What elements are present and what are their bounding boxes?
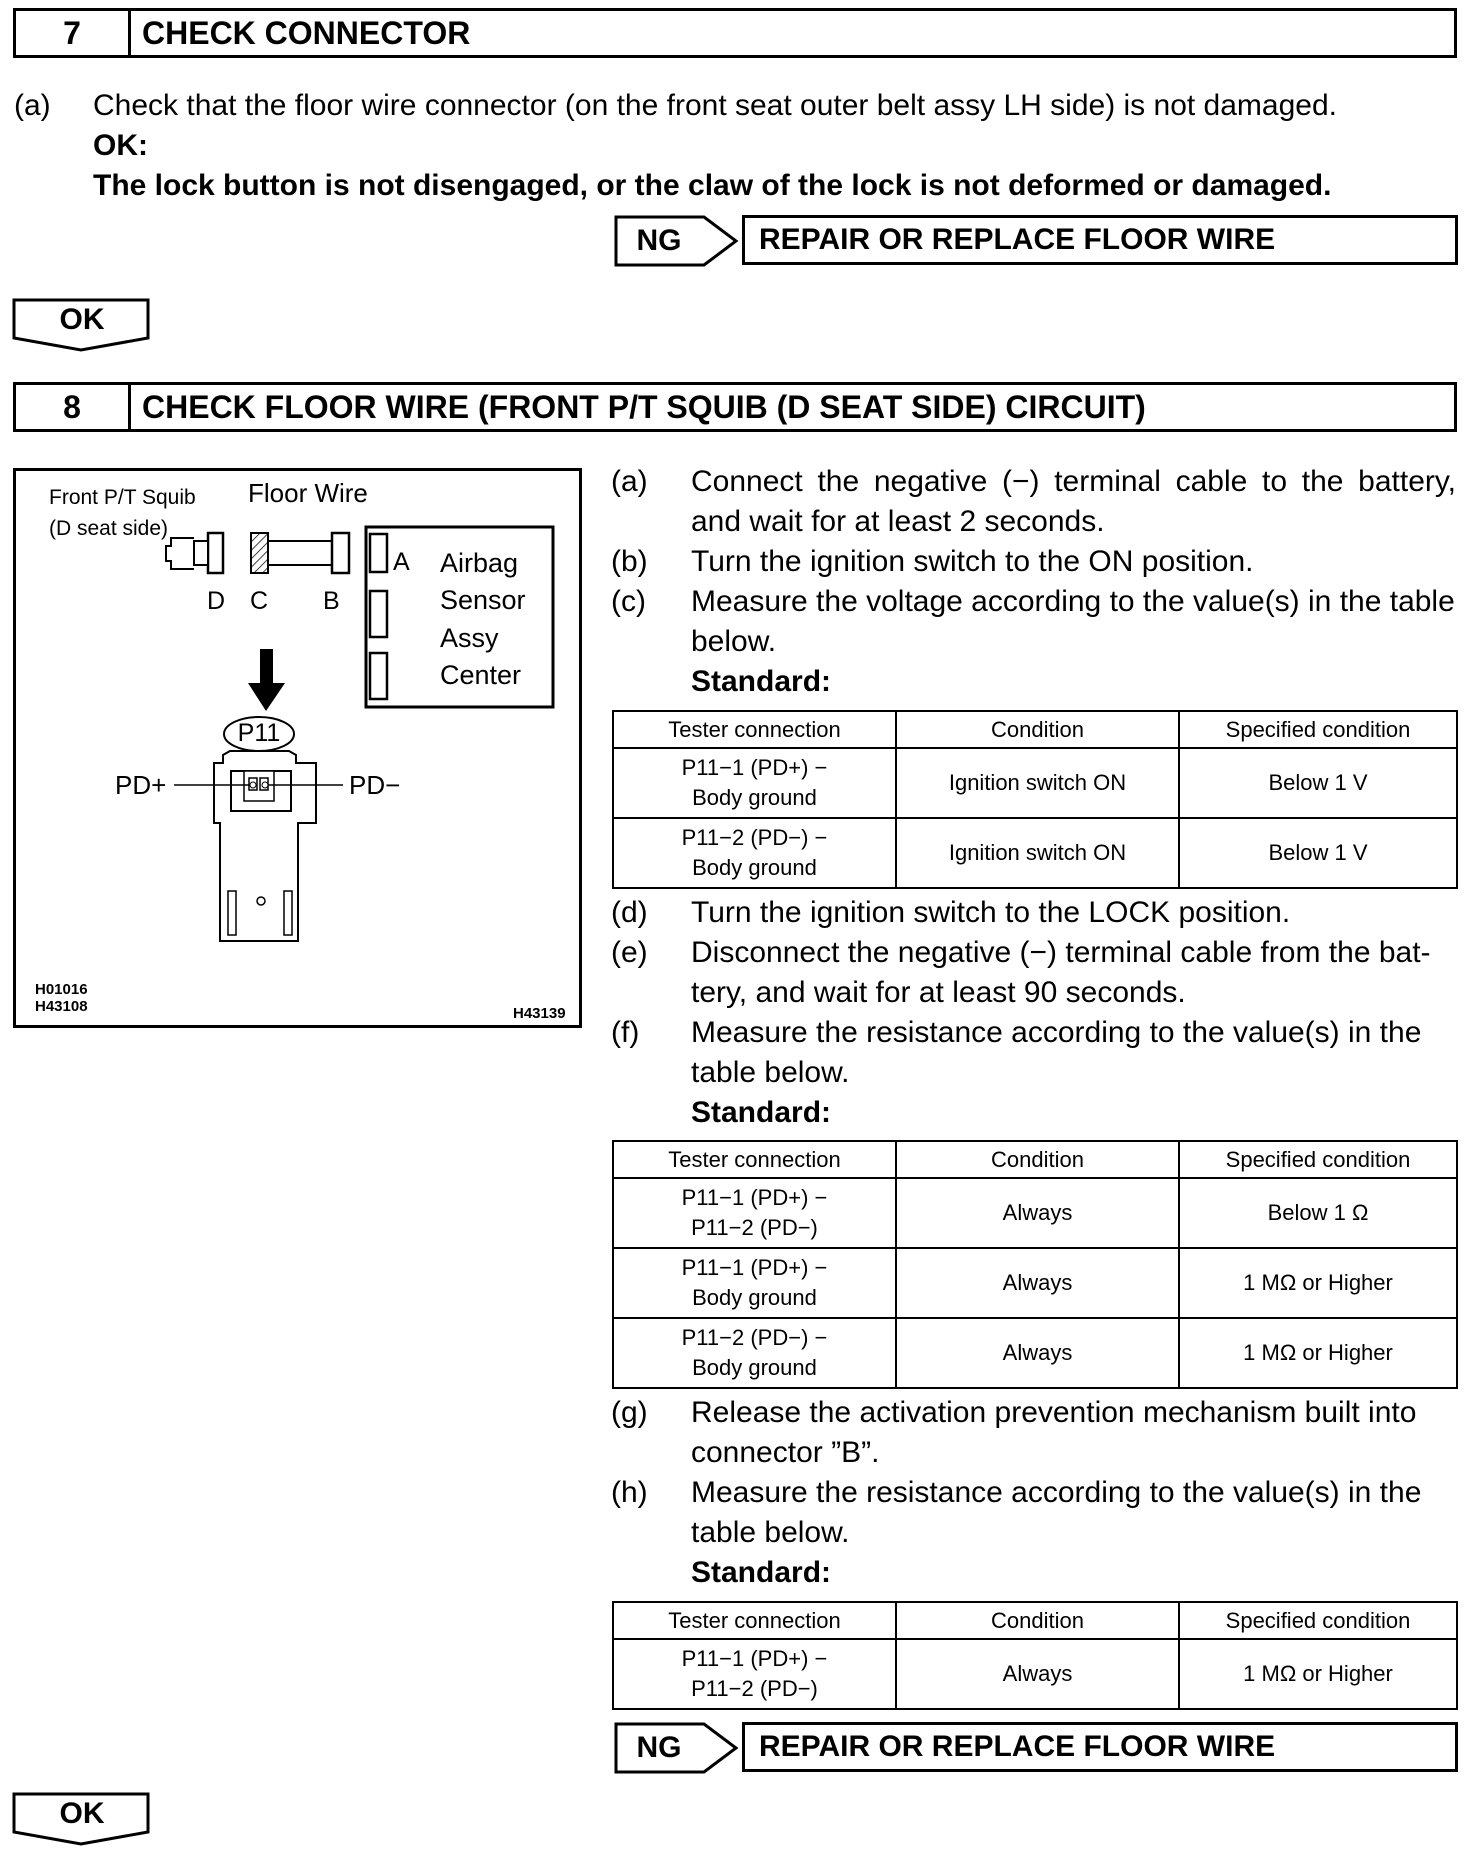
step8-g-line2: connector ”B”. (691, 1436, 880, 1469)
table-row (613, 1178, 1457, 1248)
figure-code-1: H01016 (35, 981, 88, 998)
step8-number: 8 (16, 385, 131, 429)
table-row (613, 1318, 1457, 1388)
sensor-label-3: Assy (440, 623, 499, 653)
sensor-label-4: Center (440, 660, 522, 690)
step8-ng-label: NG (636, 1731, 682, 1764)
table3-header-spec: Specified condition (1179, 1602, 1457, 1639)
pd-plus-label: PD+ (115, 770, 167, 800)
figure-code-2: H43108 (35, 998, 88, 1015)
step8-b-marker: (b) (611, 545, 648, 578)
squib-label-1: Front P/T Squib (49, 486, 196, 509)
step7-a-marker: (a) (14, 89, 51, 122)
sensor-label-1: Airbag (440, 548, 519, 578)
table1-row1-spec: Below 1 V (1179, 748, 1457, 818)
step8-g-marker: (g) (611, 1396, 648, 1429)
step7-ok-text: The lock button is not disengaged, or the claw of the lock is not deformed or damaged. (93, 169, 1332, 202)
figure-code-3: H43139 (513, 1005, 566, 1022)
pd-minus-label: PD− (349, 770, 401, 800)
step8-c-marker: (c) (611, 585, 646, 618)
table1-row2-spec: Below 1 V (1179, 818, 1457, 888)
step8-c-line2: below. (691, 625, 777, 658)
step7-title: CHECK CONNECTOR (142, 14, 471, 51)
table-row (613, 1248, 1457, 1318)
step8-ok-button[interactable]: OK (59, 1797, 105, 1830)
table2-row1-cond: Always (896, 1178, 1179, 1248)
step8-e-marker: (e) (611, 936, 648, 969)
step8-f-marker: (f) (611, 1016, 640, 1049)
table1-row2-cond: Ignition switch ON (896, 818, 1179, 888)
table2-row2-conn2: Body ground (692, 1285, 817, 1310)
standard-label-1: Standard: (691, 665, 832, 698)
step7-header (13, 8, 1457, 58)
table2-row1-conn2: P11−2 (PD−) (691, 1215, 818, 1240)
table3-header-tester: Tester connection (613, 1602, 896, 1639)
step8-h-marker: (h) (611, 1476, 648, 1509)
step8-f-line2: table below. (691, 1056, 850, 1089)
step7-ng-action[interactable]: REPAIR OR REPLACE FLOOR WIRE (742, 215, 1458, 265)
step7-ok-button[interactable]: OK (59, 303, 105, 336)
step8-a-line2: and wait for at least 2 seconds. (691, 505, 1105, 538)
step7-a-text: Check that the floor wire connector (on the front seat outer belt assy LH side) is not damaged. (93, 89, 1337, 122)
step8-g-line1: Release the activation prevention mechanism built into (691, 1396, 1417, 1429)
table2-row1-spec: Below 1 Ω (1179, 1178, 1457, 1248)
connector-b-label: B (323, 587, 340, 615)
table2-row2-cond: Always (896, 1248, 1179, 1318)
connector-d-label: D (207, 587, 226, 615)
step7-number: 7 (16, 11, 131, 55)
step8-title: CHECK FLOOR WIRE (FRONT P/T SQUIB (D SEAT SIDE) CIRCUIT) (142, 388, 1146, 425)
table-row (613, 818, 1457, 888)
step8-e-line1: Disconnect the negative (−) terminal cable from the bat- (691, 936, 1431, 969)
step8-d-marker: (d) (611, 896, 648, 929)
step8-e-line2: tery, and wait for at least 90 seconds. (691, 976, 1186, 1009)
floor-wire-label: Floor Wire (248, 478, 368, 508)
step8-b-line1: Turn the ignition switch to the ON position. (691, 545, 1254, 578)
table3-row1-spec: 1 MΩ or Higher (1179, 1639, 1457, 1709)
step8-c-line1: Measure the voltage according to the value(s) in the table (691, 585, 1455, 618)
table2-row3-conn2: Body ground (692, 1355, 817, 1380)
step8-f-line1: Measure the resistance according to the value(s) in the (691, 1016, 1422, 1049)
step8-a-marker: (a) (611, 465, 648, 498)
table3-row1-cond: Always (896, 1639, 1179, 1709)
table2-header-spec: Specified condition (1179, 1141, 1457, 1178)
squib-label-2: (D seat side) (49, 517, 169, 540)
step7-ng-label: NG (636, 224, 682, 257)
table3-header-condition: Condition (896, 1602, 1179, 1639)
wiring-diagram (13, 468, 582, 1028)
table1-header-condition: Condition (896, 711, 1179, 748)
table1-header-spec: Specified condition (1179, 711, 1457, 748)
connector-a-label: A (393, 548, 410, 576)
standard-label-3: Standard: (691, 1556, 832, 1589)
table1-row2-conn2: Body ground (692, 855, 817, 880)
table1-row1-conn1: P11−1 (PD+) − (681, 755, 828, 780)
step8-h-line2: table below. (691, 1516, 850, 1549)
voltage-table (612, 710, 1458, 889)
step8-ng-action[interactable]: REPAIR OR REPLACE FLOOR WIRE (742, 1722, 1458, 1772)
table1-row1-conn2: Body ground (692, 785, 817, 810)
connector-id-label: P11 (237, 719, 281, 747)
table2-row1-conn1: P11−1 (PD+) − (681, 1185, 828, 1210)
table2-row3-cond: Always (896, 1318, 1179, 1388)
step8-h-line1: Measure the resistance according to the value(s) in the (691, 1476, 1422, 1509)
step7-ok-label: OK: (93, 129, 148, 162)
table2-row2-spec: 1 MΩ or Higher (1179, 1248, 1457, 1318)
table2-row3-spec: 1 MΩ or Higher (1179, 1318, 1457, 1388)
table3-row1-conn2: P11−2 (PD−) (691, 1676, 818, 1701)
table2-header-condition: Condition (896, 1141, 1179, 1178)
table-row (613, 748, 1457, 818)
table1-row2-conn1: P11−2 (PD−) − (681, 825, 828, 850)
table2-header-tester: Tester connection (613, 1141, 896, 1178)
table1-header-tester: Tester connection (613, 711, 896, 748)
table-row (613, 1639, 1457, 1709)
step8-header (13, 382, 1457, 432)
table3-row1-conn1: P11−1 (PD+) − (681, 1646, 828, 1671)
table1-row1-cond: Ignition switch ON (896, 748, 1179, 818)
step8-d-line1: Turn the ignition switch to the LOCK position. (691, 896, 1291, 929)
step8-a-line1: Connect the negative (−) terminal cable to the battery, (691, 465, 1456, 498)
standard-label-2: Standard: (691, 1096, 832, 1129)
resistance-table-2 (612, 1601, 1458, 1710)
resistance-table-1 (612, 1140, 1458, 1389)
table2-row3-conn1: P11−2 (PD−) − (681, 1325, 828, 1350)
connector-c-label: C (250, 587, 269, 615)
sensor-label-2: Sensor (440, 585, 526, 615)
table2-row2-conn1: P11−1 (PD+) − (681, 1255, 828, 1280)
